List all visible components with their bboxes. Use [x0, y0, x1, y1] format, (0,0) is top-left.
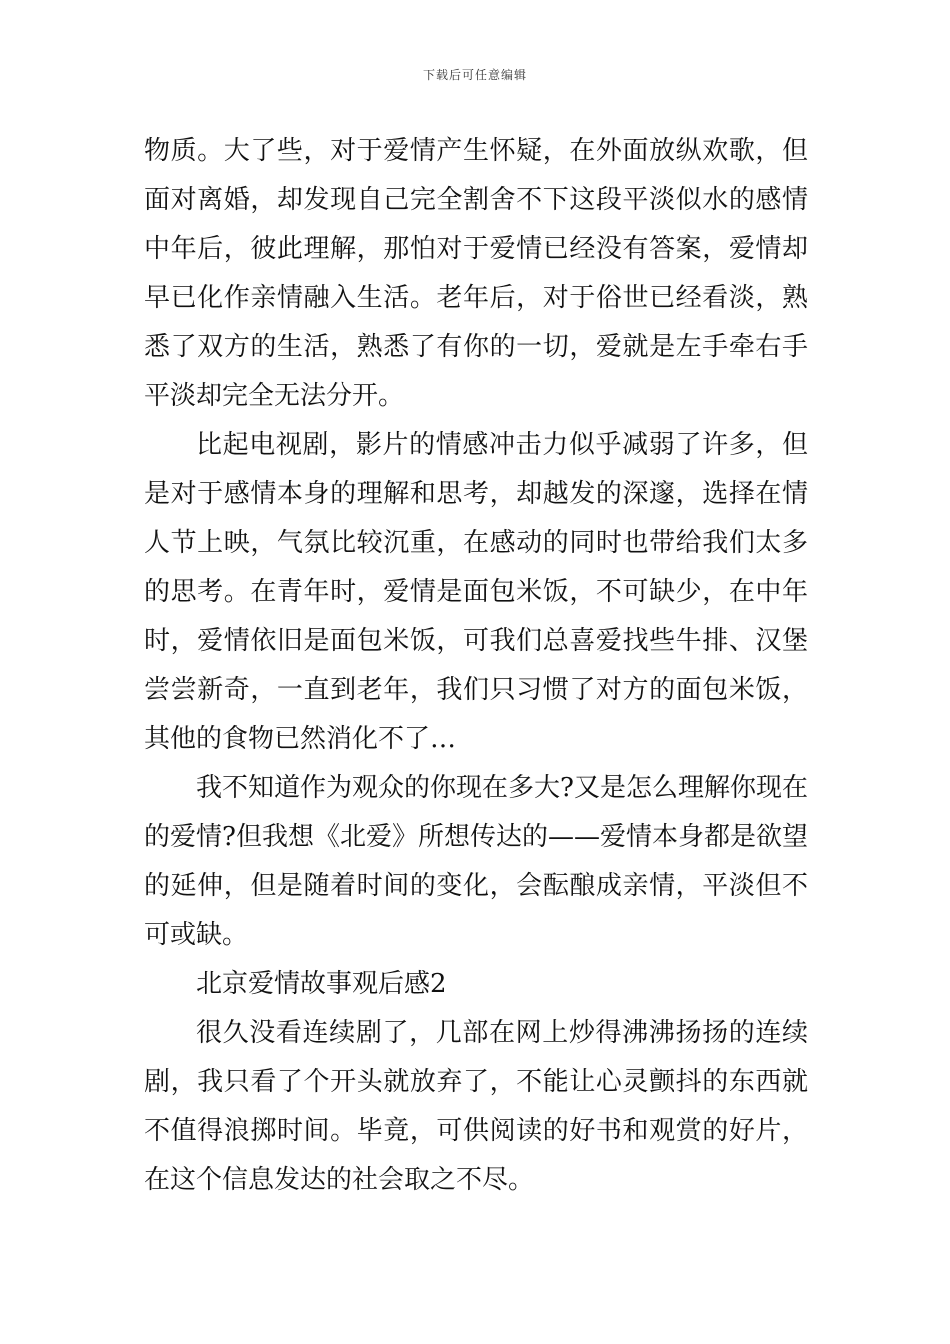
text-line: 物质。大了些，对于爱情产生怀疑，在外面放纵欢歌，但: [144, 136, 808, 166]
text-line: 的延伸，但是随着时间的变化，会酝酿成亲情，平淡但不: [144, 871, 808, 901]
text-line: 很久没看连续剧了，几部在网上炒得沸沸扬扬的连续: [196, 1018, 808, 1048]
document-body: [144, 127, 808, 1205]
text-line: 不值得浪掷时间。毕竟，可供阅读的好书和观赏的好片，: [144, 1116, 808, 1146]
text-line: 时，爱情依旧是面包米饭，可我们总喜爱找些牛排、汉堡: [144, 626, 808, 656]
paragraph-1: [144, 127, 808, 421]
paragraph-4: [144, 1009, 808, 1205]
text-line: 可或缺。: [144, 920, 249, 950]
text-line: 的爱情?但我想《北爱》所想传达的——爱情本身都是欲望: [144, 822, 808, 852]
section-heading: 北京爱情故事观后感2: [196, 969, 447, 999]
text-line: 剧，我只看了个开头就放弃了，不能让心灵颤抖的东西就: [144, 1067, 808, 1097]
text-line: 我不知道作为观众的你现在多大?又是怎么理解你现在: [196, 773, 808, 803]
text-line: 面对离婚，却发现自己完全割舍不下这段平淡似水的感情: [144, 185, 808, 215]
text-line: 其他的食物已然消化不了…: [144, 724, 457, 754]
text-line: 人节上映，气氛比较沉重，在感动的同时也带给我们太多: [144, 528, 808, 558]
text-line: 在这个信息发达的社会取之不尽。: [144, 1165, 535, 1195]
text-line: 悉了双方的生活，熟悉了有你的一切，爱就是左手牵右手: [144, 332, 808, 362]
text-line: 比起电视剧，影片的情感冲击力似乎减弱了许多，但: [196, 430, 808, 460]
paragraph-3: [144, 764, 808, 960]
paragraph-2: [144, 421, 808, 764]
text-line: 的思考。在青年时，爱情是面包米饭，不可缺少，在中年: [144, 577, 808, 607]
text-line: 早已化作亲情融入生活。老年后，对于俗世已经看淡，熟: [144, 283, 808, 313]
text-line: 中年后，彼此理解，那怕对于爱情已经没有答案，爱情却: [144, 234, 808, 264]
page-header: 下载后可任意编辑: [422, 68, 527, 82]
text-line: 是对于感情本身的理解和思考，却越发的深邃，选择在情: [144, 479, 808, 509]
text-line: 平淡却完全无法分开。: [144, 381, 405, 411]
text-line: 尝尝新奇，一直到老年，我们只习惯了对方的面包米饭，: [144, 675, 808, 705]
